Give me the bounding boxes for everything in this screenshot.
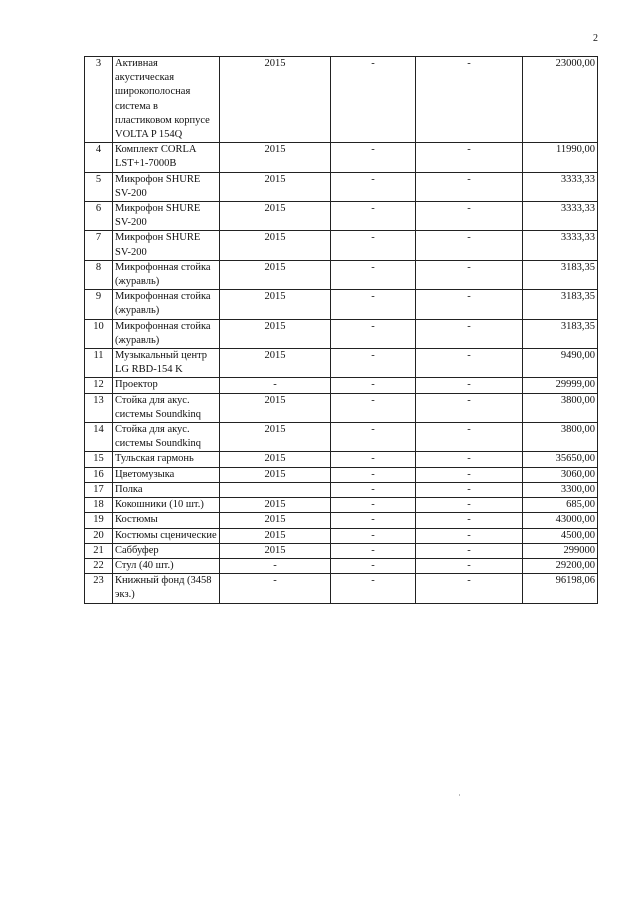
dash-cell-2: - (416, 452, 523, 467)
year-cell: - (220, 378, 331, 393)
row-number-cell: 5 (85, 172, 113, 201)
item-name-cell: Стойка для акус. системы Soundkinq (113, 393, 220, 422)
table-row (85, 528, 598, 543)
item-name-cell: Комплект CORLA LST+1-7000B (113, 143, 220, 172)
dash-cell-2: - (416, 482, 523, 497)
dash-cell-1: - (331, 467, 416, 482)
dash-cell-2: - (416, 528, 523, 543)
row-number-cell: 13 (85, 393, 113, 422)
dash-cell-2: - (416, 231, 523, 260)
amount-cell: 3333,33 (523, 172, 598, 201)
year-cell: - (220, 558, 331, 573)
year-cell: 2015 (220, 423, 331, 452)
amount-cell: 29200,00 (523, 558, 598, 573)
row-number-cell: 17 (85, 482, 113, 497)
row-number-cell: 8 (85, 260, 113, 289)
page-number: 2 (593, 33, 598, 44)
amount-cell: 3800,00 (523, 423, 598, 452)
year-cell: 2015 (220, 290, 331, 319)
amount-cell: 3183,35 (523, 290, 598, 319)
dash-cell-2: - (416, 57, 523, 143)
row-number-cell: 21 (85, 543, 113, 558)
dash-cell-2: - (416, 260, 523, 289)
amount-cell: 3183,35 (523, 319, 598, 348)
amount-cell: 3333,33 (523, 202, 598, 231)
dash-cell-1: - (331, 202, 416, 231)
dash-cell-1: - (331, 378, 416, 393)
item-name-cell: Книжный фонд (3458 экз.) (113, 574, 220, 603)
amount-cell: 3183,35 (523, 260, 598, 289)
dash-cell-1: - (331, 574, 416, 603)
amount-cell: 11990,00 (523, 143, 598, 172)
amount-cell: 3300,00 (523, 482, 598, 497)
table-row (85, 543, 598, 558)
table-row (85, 574, 598, 603)
dash-cell-1: - (331, 482, 416, 497)
dash-cell-2: - (416, 172, 523, 201)
amount-cell: 4500,00 (523, 528, 598, 543)
year-cell: 2015 (220, 260, 331, 289)
year-cell: 2015 (220, 319, 331, 348)
table-row (85, 498, 598, 513)
item-name-cell: Микрофонная стойка (журавль) (113, 290, 220, 319)
item-name-cell: Микрофон SHURE SV-200 (113, 172, 220, 201)
table-row (85, 467, 598, 482)
year-cell: 2015 (220, 57, 331, 143)
dash-cell-2: - (416, 543, 523, 558)
item-name-cell: Музыкальный центр LG RBD-154 K (113, 349, 220, 378)
dash-cell-2: - (416, 467, 523, 482)
table-row (85, 260, 598, 289)
dash-cell-1: - (331, 172, 416, 201)
dash-cell-1: - (331, 558, 416, 573)
table-row (85, 423, 598, 452)
item-name-cell: Микрофон SHURE SV-200 (113, 202, 220, 231)
year-cell (220, 482, 331, 497)
dash-cell-2: - (416, 290, 523, 319)
item-name-cell: Стул (40 шт.) (113, 558, 220, 573)
row-number-cell: 6 (85, 202, 113, 231)
amount-cell: 299000 (523, 543, 598, 558)
row-number-cell: 7 (85, 231, 113, 260)
dash-cell-2: - (416, 498, 523, 513)
year-cell: 2015 (220, 543, 331, 558)
item-name-cell: Цветомузыка (113, 467, 220, 482)
row-number-cell: 18 (85, 498, 113, 513)
dash-cell-2: - (416, 143, 523, 172)
year-cell: 2015 (220, 349, 331, 378)
item-name-cell: Микрофон SHURE SV-200 (113, 231, 220, 260)
dash-cell-2: - (416, 558, 523, 573)
year-cell: 2015 (220, 513, 331, 528)
item-name-cell: Полка (113, 482, 220, 497)
amount-cell: 3800,00 (523, 393, 598, 422)
row-number-cell: 20 (85, 528, 113, 543)
item-name-cell: Проектор (113, 378, 220, 393)
table-row (85, 482, 598, 497)
year-cell: 2015 (220, 452, 331, 467)
table-row (85, 202, 598, 231)
amount-cell: 43000,00 (523, 513, 598, 528)
dash-cell-2: - (416, 378, 523, 393)
year-cell: - (220, 574, 331, 603)
dash-cell-2: - (416, 349, 523, 378)
row-number-cell: 15 (85, 452, 113, 467)
dash-cell-2: - (416, 319, 523, 348)
year-cell: 2015 (220, 143, 331, 172)
year-cell: 2015 (220, 172, 331, 201)
amount-cell: 3333,33 (523, 231, 598, 260)
item-name-cell: Костюмы (113, 513, 220, 528)
amount-cell: 23000,00 (523, 57, 598, 143)
dash-cell-2: - (416, 202, 523, 231)
row-number-cell: 12 (85, 378, 113, 393)
item-name-cell: Микрофонная стойка (журавль) (113, 319, 220, 348)
dash-cell-1: - (331, 290, 416, 319)
row-number-cell: 16 (85, 467, 113, 482)
inventory-table (84, 56, 598, 604)
table-row (85, 452, 598, 467)
dash-cell-1: - (331, 498, 416, 513)
table-row (85, 231, 598, 260)
inventory-table-body (85, 57, 598, 604)
table-row (85, 393, 598, 422)
table-row (85, 143, 598, 172)
row-number-cell: 3 (85, 57, 113, 143)
year-cell: 2015 (220, 393, 331, 422)
item-name-cell: Тульская гармонь (113, 452, 220, 467)
item-name-cell: Костюмы сценические (113, 528, 220, 543)
row-number-cell: 10 (85, 319, 113, 348)
amount-cell: 3060,00 (523, 467, 598, 482)
scan-speck (459, 794, 460, 796)
table-row (85, 172, 598, 201)
dash-cell-1: - (331, 57, 416, 143)
year-cell: 2015 (220, 498, 331, 513)
year-cell: 2015 (220, 231, 331, 260)
table-row (85, 378, 598, 393)
row-number-cell: 23 (85, 574, 113, 603)
row-number-cell: 9 (85, 290, 113, 319)
row-number-cell: 19 (85, 513, 113, 528)
item-name-cell: Микрофонная стойка (журавль) (113, 260, 220, 289)
amount-cell: 9490,00 (523, 349, 598, 378)
row-number-cell: 22 (85, 558, 113, 573)
dash-cell-1: - (331, 543, 416, 558)
dash-cell-1: - (331, 423, 416, 452)
row-number-cell: 14 (85, 423, 113, 452)
dash-cell-1: - (331, 513, 416, 528)
dash-cell-1: - (331, 528, 416, 543)
item-name-cell: Кокошники (10 шт.) (113, 498, 220, 513)
item-name-cell: Саббуфер (113, 543, 220, 558)
dash-cell-1: - (331, 143, 416, 172)
table-row (85, 319, 598, 348)
dash-cell-1: - (331, 349, 416, 378)
table-row (85, 290, 598, 319)
table-row (85, 349, 598, 378)
table-row (85, 57, 598, 143)
amount-cell: 35650,00 (523, 452, 598, 467)
amount-cell: 685,00 (523, 498, 598, 513)
dash-cell-1: - (331, 393, 416, 422)
year-cell: 2015 (220, 202, 331, 231)
dash-cell-2: - (416, 574, 523, 603)
dash-cell-2: - (416, 423, 523, 452)
item-name-cell: Активная акустическая широкополосная система в пластиковом корпусе VOLTA P 154Q (113, 57, 220, 143)
year-cell: 2015 (220, 467, 331, 482)
amount-cell: 96198,06 (523, 574, 598, 603)
item-name-cell: Стойка для акус. системы Soundkinq (113, 423, 220, 452)
dash-cell-2: - (416, 393, 523, 422)
year-cell: 2015 (220, 528, 331, 543)
dash-cell-2: - (416, 513, 523, 528)
dash-cell-1: - (331, 231, 416, 260)
dash-cell-1: - (331, 452, 416, 467)
dash-cell-1: - (331, 260, 416, 289)
table-row (85, 513, 598, 528)
amount-cell: 29999,00 (523, 378, 598, 393)
dash-cell-1: - (331, 319, 416, 348)
row-number-cell: 11 (85, 349, 113, 378)
table-row (85, 558, 598, 573)
row-number-cell: 4 (85, 143, 113, 172)
